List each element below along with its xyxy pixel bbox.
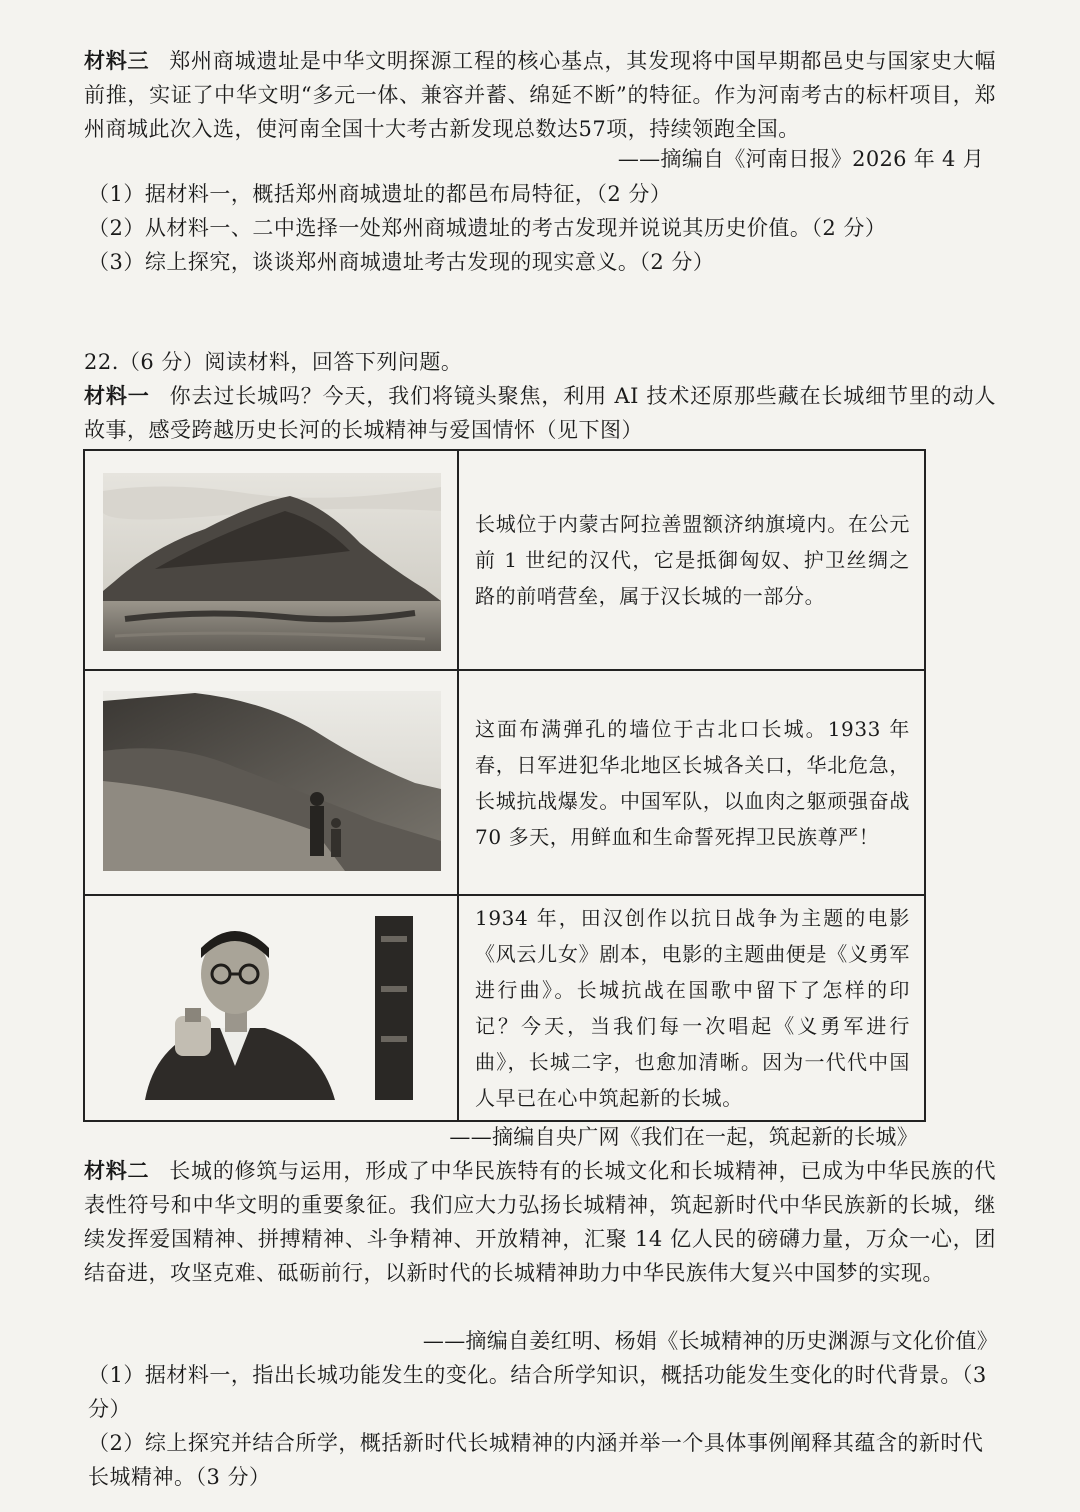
tian-han-portrait-photo — [84, 895, 458, 1121]
material1-paragraph — [84, 379, 996, 447]
gubeikou-wall-photo — [84, 670, 458, 895]
q21-sub2: （2）从材料一、二中选择一处郑州商城遗址的考古发现并说说其历史价值。（2 分） — [88, 216, 887, 240]
q22-sub1: （1）据材料一，指出长城功能发生的变化。结合所学知识，概括功能发生变化的时代背景。（3 分） — [88, 1363, 987, 1421]
desert-fortress-icon — [85, 451, 457, 669]
material1-source: ——摘编自央广网《我们在一起，筑起新的长城》 — [449, 1125, 918, 1149]
q21-sub1: （1）据材料一，概括郑州商城遗址的都邑布局特征，（2 分） — [88, 182, 672, 206]
material1-label: 材料一 — [84, 383, 150, 408]
material2-source: ——摘编自姜红明、杨娟《长城精神的历史渊源与文化价值》 — [422, 1329, 998, 1353]
table-text-1: 长城位于内蒙古阿拉善盟额济纳旗境内。在公元前 1 世纪的汉代，它是抵御匈奴、护卫丝绸之路的前哨营垒，属于汉长城的一部分。 — [458, 450, 925, 670]
q22-heading: 22.（6 分）阅读材料，回答下列问题。 — [84, 350, 463, 374]
desert-fortress-photo — [84, 450, 458, 670]
table-row — [84, 895, 925, 1121]
material2-label: 材料二 — [84, 1158, 150, 1183]
material2-paragraph — [84, 1154, 996, 1290]
material3-paragraph — [84, 44, 996, 146]
material2-text: 长城的修筑与运用，形成了中华民族特有的长城文化和长城精神，已成为中华民族的代表性符号和中华文明的重要象征。我们应大力弘扬长城精神，筑起新时代中华民族新的长城，继续发挥爱国精神、拼搏精神、斗争精神、开放精神，汇聚 14 亿人民的磅礴力量，万众一心，团结奋进，攻坚克难、砥砺前行，以新时代的长城精神助力中华民族伟大复兴中国梦的实现。 — [84, 1159, 997, 1285]
material1-text: 你去过长城吗？今天，我们将镜头聚焦，利用 AI 技术还原那些藏在长城细节里的动人故事，感受跨越历史长河的长城精神与爱国情怀（见下图） — [84, 384, 997, 442]
table-text-2: 这面布满弹孔的墙位于古北口长城。1933 年春，日军进犯华北地区长城各关口，华北危急，长城抗战爆发。中国军队，以血肉之躯顽强奋战 70 多天，用鲜血和生命誓死捍卫民族尊严！ — [458, 670, 925, 895]
material3-label: 材料三 — [84, 48, 150, 73]
portrait-icon — [85, 896, 457, 1120]
table-text-3: 1934 年，田汉创作以抗日战争为主题的电影《风云儿女》剧本，电影的主题曲便是《义勇军进行曲》。长城抗战在国歌中留下了怎样的印记？今天，当我们每一次唱起《义勇军进行曲》，长城二字，也愈加清晰。因为一代代中国人早已在心中筑起新的长城。 — [458, 895, 925, 1121]
table-row — [84, 670, 925, 895]
table-row — [84, 450, 925, 670]
q21-sub3: （3）综上探究，谈谈郑州商城遗址考古发现的现实意义。（2 分） — [88, 250, 715, 274]
material3-source: ——摘编自《河南日报》2026 年 4 月 — [617, 147, 984, 171]
q22-sub2: （2）综上探究并结合所学，概括新时代长城精神的内涵并举一个具体事例阐释其蕴含的新时代长城精神。（3 分） — [88, 1431, 984, 1489]
material3-text: 郑州商城遗址是中华文明探源工程的核心基点，其发现将中国早期都邑史与国家史大幅前推，实证了中华文明“多元一体、兼容并蓄、绵延不断”的特征。作为河南考古的标杆项目，郑州商城此次入选，使河南全国十大考古新发现总数达57项，持续领跑全国。 — [84, 49, 997, 141]
gubeikou-wall-icon — [85, 671, 457, 894]
greatwall-table — [83, 449, 926, 1122]
